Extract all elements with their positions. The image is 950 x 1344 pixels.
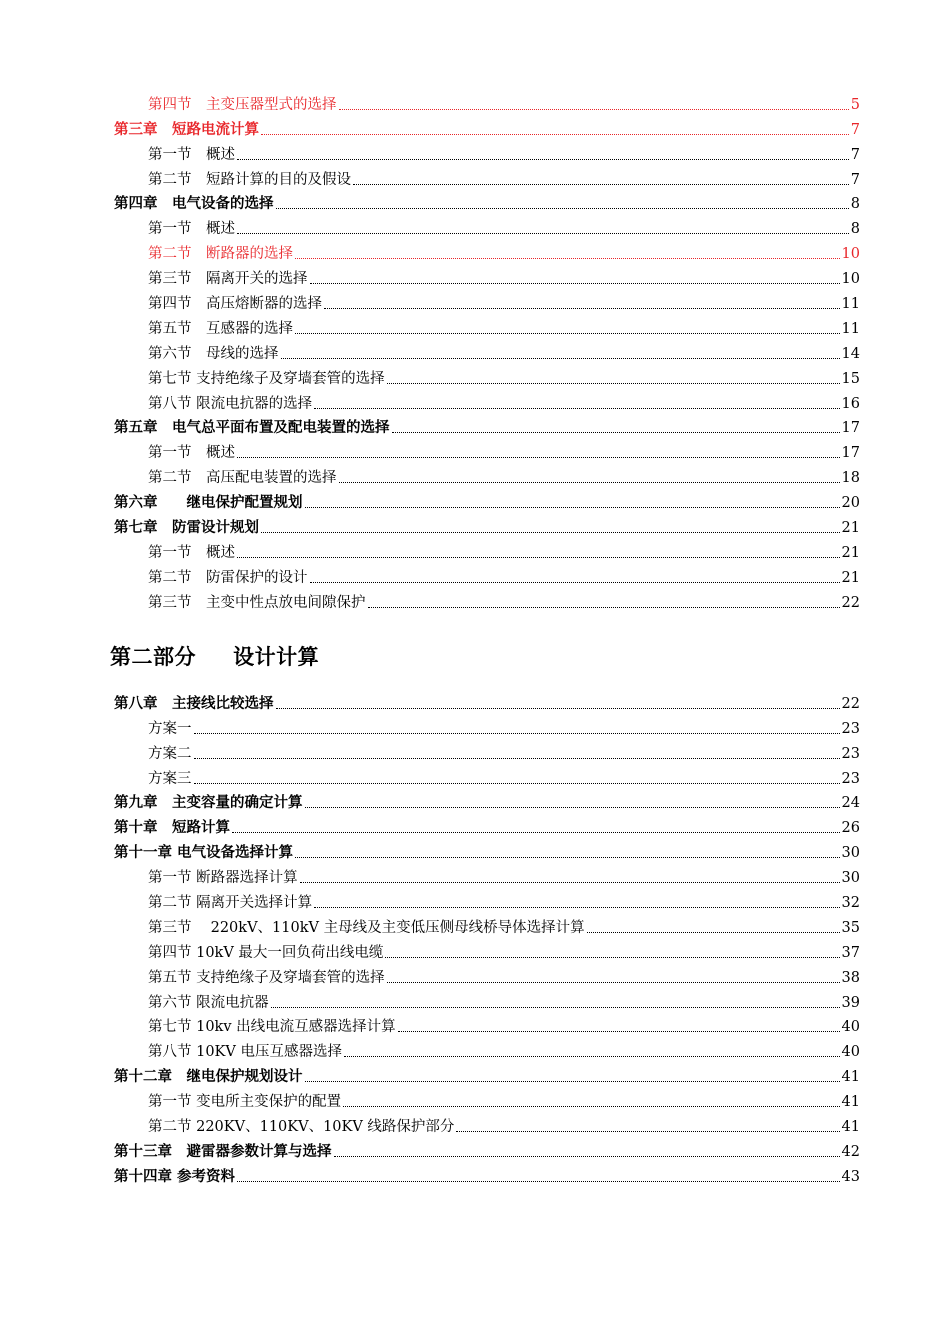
toc-entry-title: 第五节 支持绝缘子及穿墙套管的选择 xyxy=(148,969,385,986)
toc-entry-title: 第二节 高压配电装置的选择 xyxy=(148,470,337,487)
toc-page-number: 14 xyxy=(841,345,860,362)
toc-entry-chapter[interactable] xyxy=(114,189,860,214)
toc-entry-title: 第四节 主变压器型式的选择 xyxy=(148,96,337,113)
toc-entry-chapter[interactable] xyxy=(114,688,860,713)
toc-page-number: 35 xyxy=(841,919,860,936)
toc-entry-title: 第七章 防雷设计规划 xyxy=(114,519,259,537)
dot-leader xyxy=(368,607,840,608)
toc-entry-title: 第十章 短路计算 xyxy=(114,819,230,837)
toc-page-number: 8 xyxy=(850,196,860,213)
toc-page-number: 8 xyxy=(850,221,860,238)
toc-entry-title: 方案二 xyxy=(148,745,192,762)
toc-entry-title: 第十一章 电气设备选择计算 xyxy=(114,844,294,862)
dot-leader xyxy=(310,283,840,284)
toc-entry-title: 方案一 xyxy=(148,720,192,737)
toc-page-number: 22 xyxy=(841,695,860,712)
toc-entry-title: 第八章 主接线比较选择 xyxy=(114,694,274,712)
toc-entry-title: 方案三 xyxy=(148,770,192,787)
toc-page-number: 40 xyxy=(841,1019,860,1036)
toc-page-number: 15 xyxy=(841,370,860,387)
toc-entry-section[interactable] xyxy=(114,1111,860,1136)
dot-leader xyxy=(392,432,840,433)
toc-page-number: 23 xyxy=(841,745,860,762)
toc-page-number: 10 xyxy=(841,246,860,263)
toc-entry-title: 第一节 变电所主变保护的配置 xyxy=(148,1094,342,1111)
toc-page-number: 23 xyxy=(841,720,860,737)
toc-page-number: 22 xyxy=(841,594,860,611)
toc-entry-title: 第十二章 继电保护规划设计 xyxy=(114,1068,303,1086)
toc-page-number: 37 xyxy=(841,944,860,961)
toc-entry-section[interactable] xyxy=(114,313,860,338)
toc-page-number: 17 xyxy=(841,445,860,462)
toc-entry-title: 第二节 防雷保护的设计 xyxy=(148,569,308,586)
toc-part-one xyxy=(114,89,860,612)
toc-page-number: 11 xyxy=(841,296,860,313)
toc-entry-section[interactable] xyxy=(114,887,860,912)
toc-page-number: 38 xyxy=(841,969,860,986)
toc-page-number: 41 xyxy=(841,1094,860,1111)
toc-entry-title: 第四节 10kV 最大一回负荷出线电缆 xyxy=(148,944,384,961)
dot-leader xyxy=(295,333,840,334)
toc-page-number: 30 xyxy=(841,870,860,887)
toc-page-number: 5 xyxy=(850,96,860,113)
toc-entry-title: 第七节 支持绝缘子及穿墙套管的选择 xyxy=(148,370,385,387)
toc-entry-title: 第四节 高压熔断器的选择 xyxy=(148,296,322,313)
toc-entry-title: 第二节 短路计算的目的及假设 xyxy=(148,171,351,188)
toc-entry-section[interactable] xyxy=(114,862,860,887)
toc-entry-chapter[interactable] xyxy=(114,788,860,813)
toc-entry-section[interactable] xyxy=(114,388,860,413)
dot-leader xyxy=(353,184,849,185)
toc-page-number: 21 xyxy=(841,544,860,561)
toc-page-number: 23 xyxy=(841,770,860,787)
toc-page-number: 24 xyxy=(841,795,860,812)
toc-entry-section[interactable] xyxy=(114,164,860,189)
toc-entry-title: 第六节 母线的选择 xyxy=(148,345,279,362)
toc-entry-section[interactable] xyxy=(114,738,860,763)
toc-entry-section[interactable] xyxy=(114,437,860,462)
dot-leader xyxy=(194,733,840,734)
toc-entry-title: 第五章 电气总平面布置及配电装置的选择 xyxy=(114,419,390,437)
toc-page-number: 7 xyxy=(850,121,860,138)
toc-part-two xyxy=(114,688,860,1186)
toc-entry-section[interactable] xyxy=(114,462,860,487)
toc-entry-title: 第四章 电气设备的选择 xyxy=(114,195,274,213)
toc-entry-chapter[interactable] xyxy=(114,512,860,537)
dot-leader xyxy=(276,208,849,209)
toc-entry-section[interactable] xyxy=(114,912,860,937)
toc-entry-section[interactable] xyxy=(114,238,860,263)
toc-entry-section[interactable] xyxy=(114,537,860,562)
toc-entry-section[interactable] xyxy=(114,213,860,238)
dot-leader xyxy=(261,532,840,533)
toc-entry-section[interactable] xyxy=(114,562,860,587)
toc-entry-chapter[interactable] xyxy=(114,837,860,862)
toc-page-number: 32 xyxy=(841,895,860,912)
toc-page-number: 42 xyxy=(841,1143,860,1160)
toc-entry-section[interactable] xyxy=(114,363,860,388)
toc-entry-chapter[interactable] xyxy=(114,413,860,438)
dot-leader xyxy=(314,408,839,409)
dot-leader xyxy=(237,233,849,234)
toc-entry-section[interactable] xyxy=(114,937,860,962)
toc-page-number: 10 xyxy=(841,271,860,288)
dot-leader xyxy=(281,358,840,359)
dot-leader xyxy=(271,1007,840,1008)
toc-page-number: 21 xyxy=(841,520,860,537)
dot-leader xyxy=(237,457,840,458)
toc-page-number: 7 xyxy=(850,146,860,163)
dot-leader xyxy=(261,134,849,135)
toc-entry-title: 第一节 概述 xyxy=(148,146,235,163)
toc-page-number: 30 xyxy=(841,845,860,862)
toc-entry-title: 第二节 220KV、110KV、10KV 线路保护部分 xyxy=(148,1119,455,1136)
toc-page-number: 16 xyxy=(841,395,860,412)
toc-entry-section[interactable] xyxy=(114,1086,860,1111)
toc-entry-title: 第一节 概述 xyxy=(148,445,235,462)
dot-leader xyxy=(237,1181,839,1182)
toc-entry-section[interactable] xyxy=(114,987,860,1012)
dot-leader xyxy=(237,159,849,160)
dot-leader xyxy=(387,982,840,983)
toc-entry-chapter[interactable] xyxy=(114,1136,860,1161)
dot-leader xyxy=(305,1081,840,1082)
dot-leader xyxy=(305,507,840,508)
part-two-heading: 第二部分 设计计算 xyxy=(110,644,320,669)
dot-leader xyxy=(276,708,840,709)
toc-entry-title: 第七节 10kv 出线电流互感器选择计算 xyxy=(148,1019,396,1036)
dot-leader xyxy=(295,258,840,259)
toc-entry-chapter[interactable] xyxy=(114,1161,860,1186)
toc-entry-section[interactable] xyxy=(114,1036,860,1061)
dot-leader xyxy=(232,832,840,833)
toc-page-number: 26 xyxy=(841,820,860,837)
toc-entry-title: 第六章 继电保护配置规划 xyxy=(114,494,303,512)
dot-leader xyxy=(343,1106,839,1107)
dot-leader xyxy=(305,807,840,808)
dot-leader xyxy=(194,783,840,784)
toc-entry-title: 第八节 限流电抗器的选择 xyxy=(148,395,313,412)
dot-leader xyxy=(385,957,839,958)
dot-leader xyxy=(456,1131,839,1132)
toc-page-number: 39 xyxy=(841,994,860,1011)
toc-page-number: 11 xyxy=(841,320,860,337)
toc-entry-title: 第三节 220kV、110kV 主母线及主变低压侧母线桥导体选择计算 xyxy=(148,919,585,936)
toc-entry-title: 第二节 断路器的选择 xyxy=(148,246,293,263)
dot-leader xyxy=(387,383,840,384)
dot-leader xyxy=(314,907,839,908)
toc-entry-section[interactable] xyxy=(114,288,860,313)
toc-entry-title: 第八节 10KV 电压互感器选择 xyxy=(148,1044,342,1061)
toc-page-number: 17 xyxy=(841,420,860,437)
toc-entry-section[interactable] xyxy=(114,962,860,987)
toc-entry-chapter[interactable] xyxy=(114,1061,860,1086)
toc-entry-chapter[interactable] xyxy=(114,114,860,139)
toc-page-number: 18 xyxy=(841,470,860,487)
toc-entry-title: 第十三章 避雷器参数计算与选择 xyxy=(114,1142,332,1160)
toc-page-number: 21 xyxy=(841,569,860,586)
dot-leader xyxy=(300,882,840,883)
toc-entry-section[interactable] xyxy=(114,139,860,164)
dot-leader xyxy=(587,932,840,933)
toc-entry-title: 第五节 互感器的选择 xyxy=(148,320,293,337)
toc-entry-section[interactable] xyxy=(114,763,860,788)
dot-leader xyxy=(334,1156,840,1157)
toc-entry-section[interactable] xyxy=(114,587,860,612)
dot-leader xyxy=(398,1031,840,1032)
toc-entry-section[interactable] xyxy=(114,89,860,114)
dot-leader xyxy=(310,582,840,583)
toc-entry-title: 第一节 概述 xyxy=(148,544,235,561)
toc-entry-chapter[interactable] xyxy=(114,487,860,512)
toc-entry-section[interactable] xyxy=(114,263,860,288)
dot-leader xyxy=(324,308,840,309)
toc-entry-title: 第三节 主变中性点放电间隙保护 xyxy=(148,594,366,611)
dot-leader xyxy=(344,1056,840,1057)
toc-entry-title: 第二节 隔离开关选择计算 xyxy=(148,895,313,912)
toc-entry-title: 第三节 隔离开关的选择 xyxy=(148,271,308,288)
toc-page-number: 41 xyxy=(841,1119,860,1136)
toc-entry-section[interactable] xyxy=(114,1012,860,1037)
toc-page-number: 20 xyxy=(841,495,860,512)
toc-entry-title: 第一节 概述 xyxy=(148,221,235,238)
toc-page-number: 43 xyxy=(841,1168,860,1185)
toc-entry-chapter[interactable] xyxy=(114,812,860,837)
dot-leader xyxy=(295,857,839,858)
dot-leader xyxy=(194,758,840,759)
toc-entry-title: 第九章 主变容量的确定计算 xyxy=(114,794,303,812)
dot-leader xyxy=(237,557,840,558)
dot-leader xyxy=(339,482,840,483)
toc-page-number: 40 xyxy=(841,1044,860,1061)
toc-entry-title: 第一节 断路器选择计算 xyxy=(148,870,298,887)
toc-page-number: 7 xyxy=(850,171,860,188)
toc-entry-title: 第三章 短路电流计算 xyxy=(114,120,259,138)
toc-entry-section[interactable] xyxy=(114,338,860,363)
toc-entry-title: 第十四章 参考资料 xyxy=(114,1167,236,1185)
dot-leader xyxy=(339,109,849,110)
toc-entry-section[interactable] xyxy=(114,713,860,738)
toc-entry-title: 第六节 限流电抗器 xyxy=(148,994,269,1011)
toc-page-number: 41 xyxy=(841,1069,860,1086)
